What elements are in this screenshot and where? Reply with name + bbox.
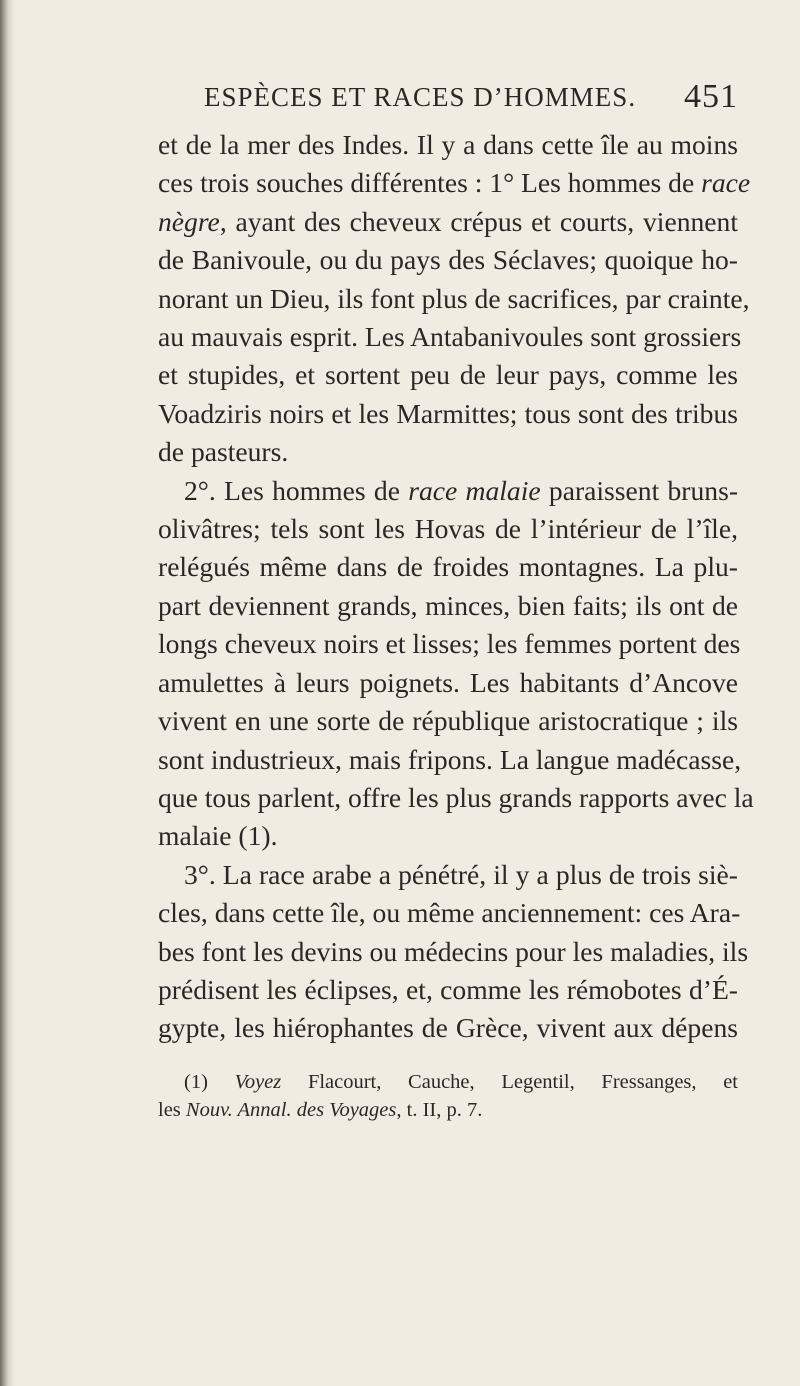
running-head: ESPÈCES ET RACES D’HOMMES.	[204, 82, 637, 112]
text-line: cles, dans cette île, ou même anciennement: ces Ara-	[158, 897, 741, 929]
text-line	[158, 472, 738, 510]
text-line: au mauvais esprit. Les Antabanivoules sont grossiers	[158, 321, 742, 353]
text-run: ces trois souches différentes : 1° Les hommes de	[158, 167, 702, 199]
italic-term: Voyez	[234, 1070, 282, 1093]
text-line	[158, 203, 738, 241]
text-line: norant un Dieu, ils font plus de sacrifices, par crainte,	[158, 282, 750, 314]
text-run: 2°. Les hommes de	[184, 474, 409, 506]
text-run: , ayant des cheveux crépus et courts, viennent	[219, 205, 738, 237]
text-line: de Banivoule, ou du pays des Séclaves; quoique ho-	[158, 244, 738, 276]
text-line: bes font les devins ou médecins pour les maladies, ils	[158, 935, 749, 967]
text-line: relégués même dans de froides montagnes. La plu-	[158, 551, 738, 583]
body-text	[158, 126, 754, 1048]
text-line: gypte, les hiérophantes de Grèce, vivent aux dépens	[158, 1012, 738, 1044]
text-line: prédisent les éclipses, et, comme les rémobotes d’É-	[158, 973, 738, 1005]
text-line: longs cheveux noirs et lisses; les femmes portent des	[158, 628, 741, 660]
text-line: de pasteurs.	[158, 436, 289, 468]
footnote	[158, 1068, 738, 1124]
text-run: Flacourt, Cauche, Legentil, Fressanges, et	[281, 1070, 738, 1093]
text-line: part deviennent grands, minces, bien faits; ils ont de	[158, 589, 738, 621]
text-line: olivâtres; tels sont les Hovas de l’intérieur de l’île,	[158, 513, 738, 545]
text-line: amulettes à leurs poignets. Les habitants d’Ancove	[158, 666, 738, 698]
text-line: et de la mer des Indes. Il y a dans cette île au moins	[158, 129, 738, 160]
text-line	[158, 164, 751, 202]
footnote-line	[158, 1096, 738, 1124]
text-line: sont industrieux, mais fripons. La langue madécasse,	[158, 743, 742, 775]
text-line: Voadziris noirs et les Marmittes; tous sont des tribus	[158, 397, 738, 429]
italic-term: race	[701, 167, 751, 199]
text-line: que tous parlent, offre les plus grands rapports avec la	[158, 781, 754, 813]
text-line: 3°. La race arabe a pénétré, il y a plus de trois siè-	[184, 858, 738, 890]
text-line: vivent en une sorte de république aristocratique ; ils	[158, 705, 738, 737]
italic-term: Nouv. Annal. des Voyages	[185, 1098, 397, 1121]
text-run: , t. II, p. 7.	[396, 1098, 483, 1121]
text-line: et stupides, et sortent peu de leur pays, comme les	[158, 359, 738, 391]
text-run: paraissent bruns-	[540, 474, 739, 506]
footnote-line	[158, 1068, 738, 1096]
text-run: (1)	[184, 1070, 235, 1093]
page-number: 451	[684, 78, 738, 115]
text-line: malaie (1).	[158, 820, 278, 852]
book-page	[158, 78, 754, 1124]
book-gutter-edge	[0, 0, 14, 1386]
text-run: les	[158, 1098, 186, 1121]
italic-term: race malaie	[408, 474, 541, 506]
page-header	[158, 78, 738, 126]
italic-term: nègre	[158, 205, 220, 237]
